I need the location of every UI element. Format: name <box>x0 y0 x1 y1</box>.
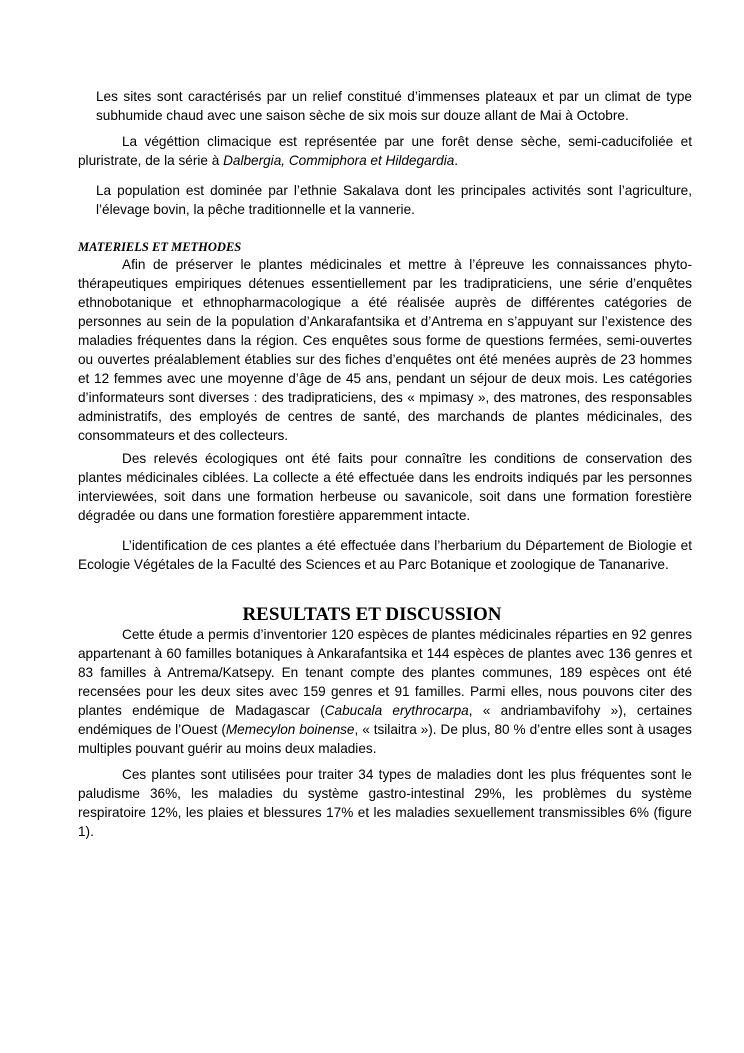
species-cabucala: Cabucala erythrocarpa <box>324 703 469 718</box>
inventory-text-b: , « andriambavifohy »), certaines endémiques de l’Ouest ( <box>78 703 692 737</box>
inventory-text-c: , « tsilaitra »). De plus, 80 % d’entre elles sont à usages multiples pouvant guérir au moins deux maladies. <box>78 722 692 756</box>
intro-paragraph-sites: Les sites sont caractérisés par un relief constitué d’immenses plateaux et par un climat de type subhumide chaud avec une saison sèche de six mois sur douze allant de Mai à Octobre. <box>96 89 692 123</box>
methods-paragraph-surveys: Afin de préserver le plantes médicinales et mettre à l’épreuve les connaissances phyto-thérapeutiques empiriques détenues essentiellement par les tradipraticiens, une série d’enquêtes ethnobotanique et ethnopharmacologique a été réalisée auprès de différentes catégories de personnes au sein de la population d’Ankarafantsika et d’Antrema en s’appuyant sur l’existence des maladies fréquentes dans la région. Ces enquêtes sous forme de questions fermées, semi-ouvertes ou ouvertes préalablement établies sur des fiches d’enquêtes ont été menées auprès de 23 hommes et 12 femmes avec une moyenne d’âge de 45 ans, pendant un séjour de deux mois. Les catégories d’informateurs sont diverses : des tradipraticiens, des « mpimasy », des matrones, des responsables administratifs, des employés de centres de santé, des marchands de plantes médicinales, des consommateurs et des collecteurs. <box>78 257 692 443</box>
methods-heading: MATERIELS ET METHODES <box>78 240 242 254</box>
results-paragraph-inventory <box>78 625 692 758</box>
vegetation-genera: Dalbergia, Commiphora et Hildegardia <box>223 153 455 168</box>
methods-paragraph-ecology: Des relevés écologiques ont été faits pour connaître les conditions de conservation des plantes médicinales ciblées. La collecte a été effectuée dans les endroits indiqués par les personnes interviewées, soit dans une formation herbeuse ou savanicole, soit dans une formation forestière dégradée ou dans une formation forestière apparemment intacte. <box>78 451 692 523</box>
inventory-text-a: Cette étude a permis d’inventorier 120 espèces de plantes médicinales réparties en 92 genres appartenant à 60 familles botaniques à Ankarafantsika et 144 espèces de plantes avec 136 genres et 83 familles à Antrema/Katsepy. En tenant compte des plantes communes, 189 espèces ont été recensées pour les deux sites avec 159 genres et 91 familles. Parmi elles, nous pouvons citer des plantes endémique de Madagascar ( <box>78 627 692 718</box>
intro-paragraph-population: La population est dominée par l’ethnie Sakalava dont les principales activités sont l’agriculture, l’élevage bovin, la pêche traditionnelle et la vannerie. <box>96 183 692 217</box>
intro-paragraph-vegetation <box>78 132 692 170</box>
vegetation-text: La végéttion climacique est représentée par une forêt dense sèche, semi-caducifoliée et pluristrate, de la série à <box>78 134 692 168</box>
vegetation-period: . <box>454 153 459 168</box>
results-paragraph-diseases: Ces plantes sont utilisées pour traiter 34 types de maladies dont les plus fréquentes sont le paludisme 36%, les maladies du système gastro-intestinal 29%, les problèmes du système respiratoire 12%, les plaies et blessures 17% et les maladies sexuellement transmissibles 6% (figure 1). <box>78 767 692 839</box>
results-heading: RESULTATS ET DISCUSSION <box>242 604 502 625</box>
methods-paragraph-identification: L’identification de ces plantes a été effectuée dans l’herbarium du Département de Biologie et Ecologie Végétales de la Faculté des Sciences et au Parc Botanique et zoologique de Tananarive. <box>78 538 692 572</box>
species-memecylon: Memecylon boinense <box>225 722 355 737</box>
